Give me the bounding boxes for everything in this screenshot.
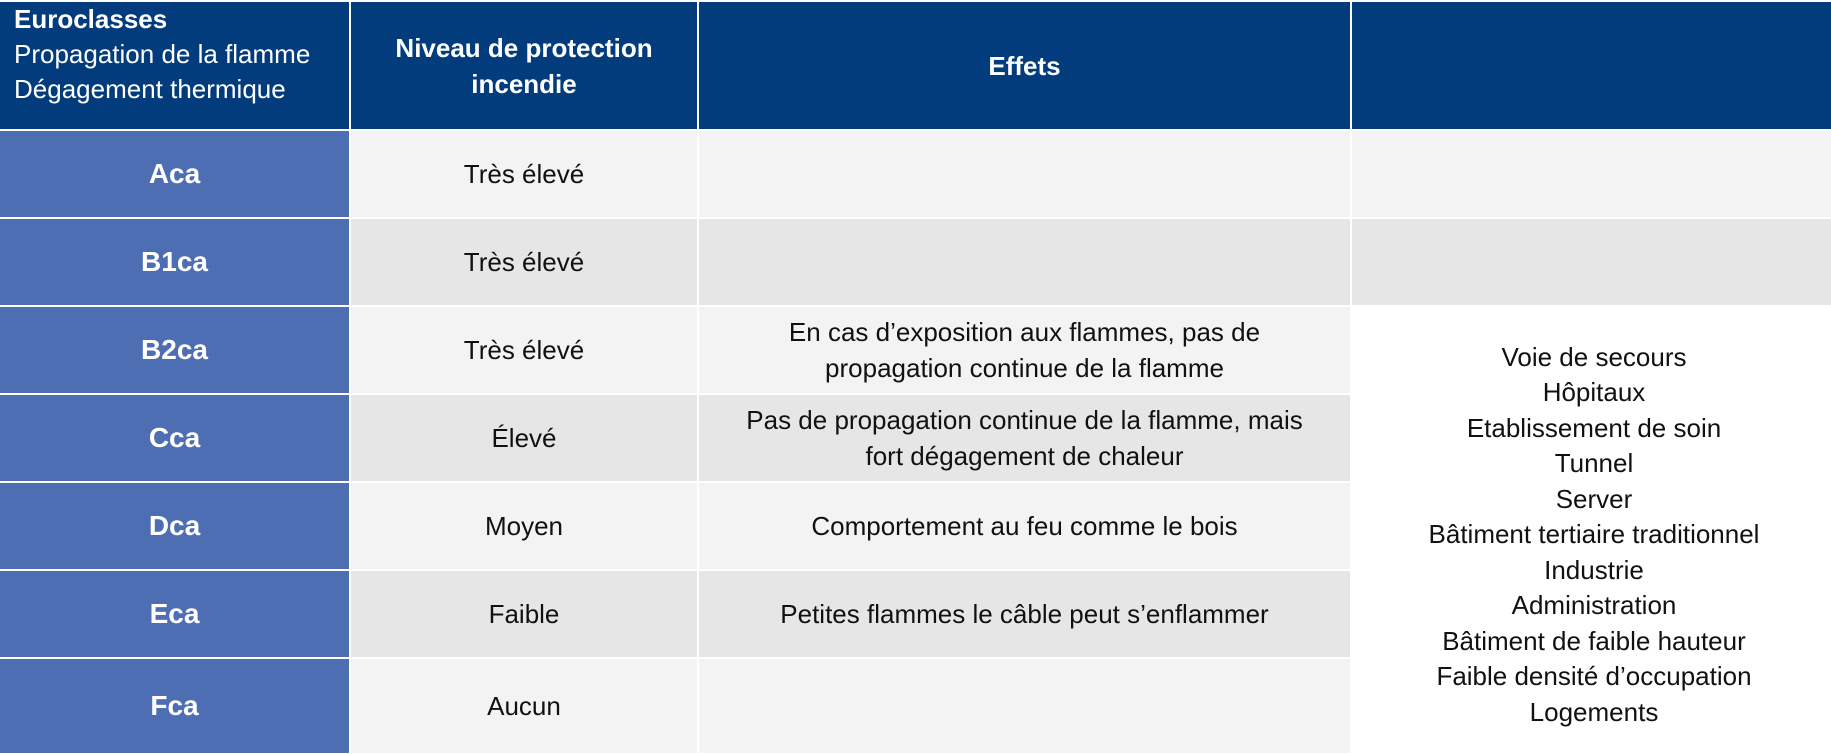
applications-list — [1352, 307, 1831, 753]
header-euroclasses — [0, 2, 349, 129]
header-euroclasses-title: Euroclasses — [14, 4, 168, 34]
effect-cell: En cas d’exposition aux flammes, pas de propagation continue de la flamme — [699, 307, 1350, 393]
application-item: Etablissement de soin — [1466, 412, 1722, 443]
level-cell: Aucun — [351, 659, 697, 753]
application-item: Logements — [1529, 696, 1659, 727]
class-cell: Dca — [0, 483, 349, 569]
class-cell: Aca — [0, 131, 349, 217]
level-cell: Très élevé — [351, 219, 697, 305]
application-item: Server — [1555, 483, 1633, 514]
header-heat-release: Dégagement thermique — [14, 74, 286, 104]
effect-cell: Pas de propagation continue de la flamme, mais fort dégagement de chaleur — [699, 395, 1350, 481]
level-cell: Élevé — [351, 395, 697, 481]
effect-cell — [699, 659, 1350, 753]
effect-cell — [699, 131, 1350, 217]
class-cell: Cca — [0, 395, 349, 481]
application-item: Industrie — [1544, 554, 1644, 585]
class-cell: Eca — [0, 571, 349, 657]
level-cell: Très élevé — [351, 307, 697, 393]
class-cell: B2ca — [0, 307, 349, 393]
application-cell-empty — [1352, 219, 1831, 305]
header-effects: Effets — [699, 2, 1350, 129]
euroclasses-table — [0, 2, 1830, 753]
header-applications — [1352, 2, 1831, 129]
application-item: Hôpitaux — [1542, 377, 1646, 408]
application-item: Tunnel — [1554, 448, 1634, 479]
application-item: Faible densité d’occupation — [1436, 661, 1752, 692]
class-cell: B1ca — [0, 219, 349, 305]
effect-cell — [699, 219, 1350, 305]
application-item: Voie de secours — [1501, 341, 1687, 372]
effect-cell: Comportement au feu comme le bois — [699, 483, 1350, 569]
application-cell-empty — [1352, 131, 1831, 217]
application-item: Bâtiment tertiaire traditionnel — [1428, 519, 1760, 550]
class-cell: Fca — [0, 659, 349, 753]
header-flame-propagation: Propagation de la flamme — [14, 39, 311, 69]
effect-cell: Petites flammes le câble peut s’enflammer — [699, 571, 1350, 657]
level-cell: Faible — [351, 571, 697, 657]
application-item: Administration — [1511, 590, 1677, 621]
level-cell: Très élevé — [351, 131, 697, 217]
header-protection-level: Niveau de protection incendie — [351, 2, 697, 129]
application-item: Bâtiment de faible hauteur — [1442, 625, 1746, 656]
level-cell: Moyen — [351, 483, 697, 569]
